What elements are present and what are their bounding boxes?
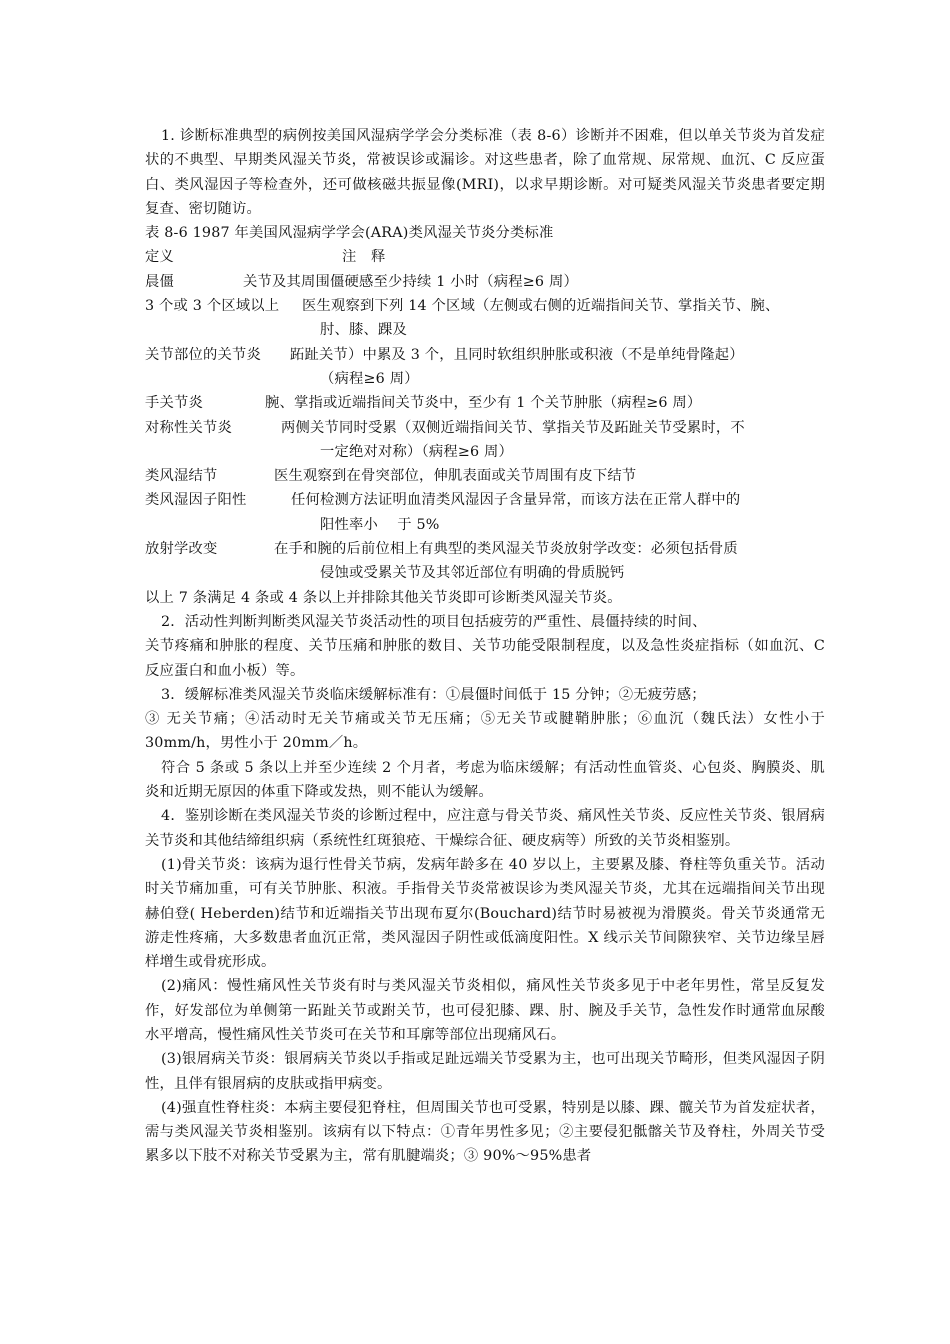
table-row-symmetric-arthritis [145,416,825,440]
table-header-definition: 定义 [145,249,174,266]
row-label: 类风湿结节 [145,468,218,485]
row-text: 医生观察到在骨突部位，伸肌表面或关节周围有皮下结节 [274,468,637,485]
table-row-three-areas [145,294,825,318]
row-text: 两侧关节同时受累（双侧近端指间关节、掌指关节及跖趾关节受累时，不 [281,419,745,436]
paragraph-activity-assessment-continued: 关节疼痛和肿胀的程度、关节压痛和肿胀的数目、关节功能受限制程度，以及急性炎症指标（如血沉、C 反应蛋白和血小板）等。 [145,638,825,679]
row-text: 腕、掌指或近端指间关节炎中，至少有 1 个关节肿胀（病程≥6 周） [265,395,702,412]
paragraph-osteoarthritis: (1)骨关节炎：该病为退行性骨关节病，发病年龄多在 40 岁以上，主要累及膝、脊柱等负重关节。活动时关节痛加重，可有关节肿胀、积液。手指骨关节炎常被误诊为类风湿关节炎，尤其在远端指间关节出现赫伯登( Heberden)结节和近端指关节出现布夏尔(Bouchard)结节时易被视为滑膜炎。骨关节炎通常无游走性疼痛，大多数患者血沉正常，类风湿因子阴性或低滴度阳性。X 线示关节间隙狭窄、关节边缘呈唇样增生或骨疣形成。 [145,856,825,971]
row-label: 3 个或 3 个区域以上 [145,298,280,315]
paragraph-activity-assessment: 2．活动性判断判断类风湿关节炎活动性的项目包括疲劳的严重性、晨僵持续的时间、 [161,613,707,630]
paragraph-differential-diagnosis: 4．鉴别诊断在类风湿关节炎的诊断过程中，应注意与骨关节炎、痛风性关节炎、反应性关节炎、银屑病关节炎和其他结缔组织病（系统性红斑狼疮、干燥综合征、硬皮病等）所致的关节炎相鉴别。 [145,808,825,849]
row-label: 晨僵 [145,273,174,290]
row-label: 放射学改变 [145,541,218,558]
table-header-row [145,245,825,269]
row-text: 关节及其周围僵硬感至少持续 1 小时（病程≥6 周） [243,273,578,290]
paragraph-ankylosing-spondylitis: (4)强直性脊柱炎：本病主要侵犯脊柱，但周围关节也可受累，特别是以膝、踝、髋关节为首发症状者，需与类风湿关节炎相鉴别。该病有以下特点：①青年男性多见；②主要侵犯骶髂关节及脊柱，外周关节受累多以下肢不对称关节受累为主，常有肌腱端炎；③ 90%～95%患者 [145,1099,825,1165]
paragraph-psoriatic-arthritis: (3)银屑病关节炎：银屑病关节炎以手指或足趾远端关节受累为主，也可出现关节畸形，但类风湿因子阴性，且伴有银屑病的皮肤或指甲病变。 [145,1051,825,1092]
document-body [145,124,825,1169]
paragraph-remission-note: 符合 5 条或 5 条以上并至少连续 2 个月者，考虑为临床缓解；有活动性血管炎、心包炎、胸膜炎、肌炎和近期无原因的体重下降或发热，则不能认为缓解。 [145,759,825,801]
row-text-continued: （病程≥6 周） [320,370,419,387]
paragraph-gout: (2)痛风：慢性痛风性关节炎有时与类风湿关节炎相似，痛风性关节炎多见于中老年男性，常呈反复发作，好发部位为单侧第一跖趾关节或跗关节，也可侵犯膝、踝、肘、腕及手关节，急性发作时通常血尿酸水平增高，慢性痛风性关节炎可在关节和耳廓等部位出现痛风石。 [145,978,825,1043]
row-text-continued: 侵蚀或受累关节及其邻近部位有明确的骨质脱钙 [320,565,625,582]
row-label: 关节部位的关节炎 [145,346,261,363]
row-text: 任何检测方法证明血清类风湿因子含量异常，而该方法在正常人群中的 [291,492,741,509]
table-row-radiographic-changes [145,537,825,561]
row-text-continued: 肘、膝、踝及 [320,322,407,339]
row-text-continued: 一定绝对对称）（病程≥6 周） [320,443,514,460]
table-note: 以上 7 条满足 4 条或 4 条以上并排除其他关节炎即可诊断类风湿关节炎。 [145,589,622,606]
table-title: 表 8-6 1987 年美国风湿病学学会(ARA)类风湿关节炎分类标准 [145,225,554,242]
row-text: 医生观察到下列 14 个区域（左侧或右侧的近端指间关节、掌指关节、腕、 [302,298,780,315]
row-label: 类风湿因子阳性 [145,492,247,509]
row-label: 手关节炎 [145,395,203,412]
row-label: 对称性关节炎 [145,419,232,436]
table-row-rheumatoid-factor [145,488,825,512]
row-text-continued: 阳性率小 于 5% [320,516,440,533]
table-row-joint-arthritis [145,343,825,367]
row-text: 跖趾关节）中累及 3 个，且同时软组织肿胀或积液（不是单纯骨隆起） [290,346,744,363]
table-row-morning-stiffness [145,270,825,294]
table-row-rheumatoid-nodules [145,464,825,488]
paragraph-remission-criteria-continued: ③ 无关节痛；④活动时无关节痛或关节无压痛；⑤无关节或腱鞘肿胀；⑥血沉（魏氏法）女性小于 30mm/h，男性小于 20mm／h。 [145,711,825,752]
paragraph-diagnostic-criteria: 1. 诊断标准典型的病例按美国风湿病学学会分类标准（表 8-6）诊断并不困难，但以单关节炎为首发症状的不典型、早期类风湿关节炎，常被误诊或漏诊。对这些患者，除了血常规、尿常规、血沉、C 反应蛋白、类风湿因子等检查外，还可做核磁共振显像(MRI)，以求早期诊断。对可疑类风湿关节炎患者要定期复查、密切随访。 [145,128,825,217]
paragraph-remission-criteria: 3．缓解标准类风湿关节炎临床缓解标准有：①晨僵时间低于 15 分钟；②无疲劳感； [161,686,706,703]
table-header-note: 注 释 [342,249,386,266]
table-row-hand-arthritis [145,391,825,415]
row-text: 在手和腕的后前位相上有典型的类风湿关节炎放射学改变：必须包括骨质 [274,541,738,558]
